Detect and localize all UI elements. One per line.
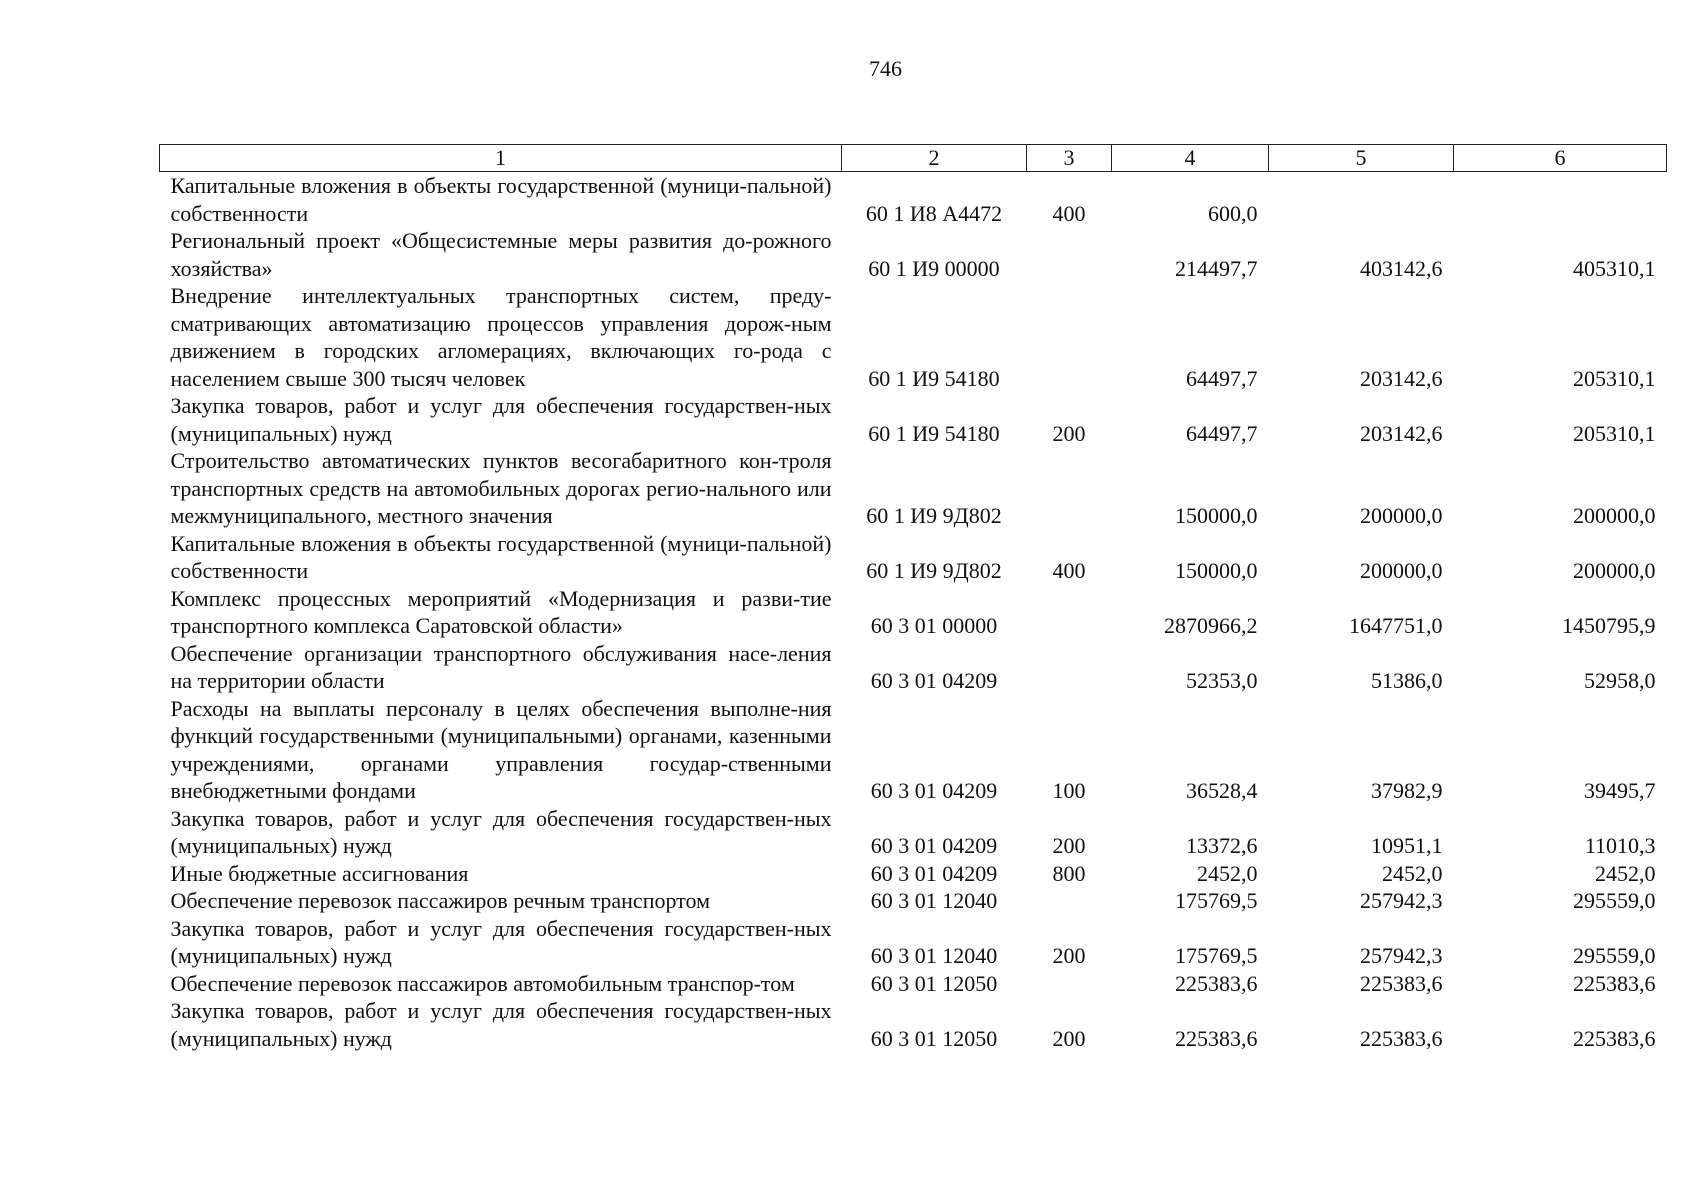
- row-expense-type: 400: [1052, 200, 1086, 226]
- header-row: [160, 145, 1667, 172]
- table-row: [160, 585, 1667, 640]
- row-value-col5: 225383,6: [1360, 970, 1443, 996]
- table-row: [160, 887, 1667, 915]
- row-name: Обеспечение перевозок пассажиров речным транспортом: [170, 888, 711, 913]
- row-value-col6: 1450795,9: [1562, 613, 1656, 638]
- row-value-col4: 225383,6: [1175, 1025, 1258, 1051]
- row-value-col5: 203142,6: [1360, 365, 1443, 391]
- table-row: [160, 530, 1667, 585]
- row-expense-type: [1027, 585, 1112, 640]
- row-code: 60 1 И9 9Д802: [866, 558, 1002, 583]
- row-expense-type: [1027, 887, 1112, 915]
- column-header-5: 5: [1269, 145, 1454, 172]
- table-row: [160, 805, 1667, 860]
- row-code: 60 3 01 12040: [870, 943, 998, 968]
- row-name: Региональный проект «Общесистемные меры развития до-рожного хозяйства»: [170, 228, 832, 281]
- row-expense-type: 200: [1052, 1025, 1086, 1051]
- row-name: Закупка товаров, работ и услуг для обеспечения государствен-ных (муниципальных) нужд: [170, 393, 832, 446]
- row-value-col6: [1454, 172, 1667, 228]
- row-code: 60 3 01 12050: [870, 970, 998, 996]
- table-row: [160, 172, 1667, 228]
- row-name: Капитальные вложения в объекты государственной (муници-пальной) собственности: [170, 530, 832, 583]
- row-expense-type: [1027, 282, 1112, 392]
- row-value-col5: 2452,0: [1382, 860, 1443, 886]
- row-name: Комплекс процессных мероприятий «Модернизация и разви-тие транспортного комплекса Саратовской области»: [170, 585, 832, 638]
- row-name: Закупка товаров, работ и услуг для обеспечения государствен-ных (муниципальных) нужд: [170, 915, 832, 968]
- row-code: 60 3 01 00000: [870, 613, 998, 638]
- row-value-col6: 405310,1: [1573, 255, 1656, 281]
- row-value-col6: 205310,1: [1573, 420, 1656, 446]
- row-name: Закупка товаров, работ и услуг для обеспечения государствен-ных (муниципальных) нужд: [170, 998, 832, 1051]
- row-value-col6: 200000,0: [1573, 503, 1656, 528]
- row-name: Обеспечение организации транспортного обслуживания насе-ления на территории области: [170, 640, 832, 693]
- row-value-col5: 403142,6: [1360, 255, 1443, 281]
- table-row: [160, 227, 1667, 282]
- column-header-3: 3: [1027, 145, 1112, 172]
- row-expense-type: [1027, 447, 1112, 530]
- row-expense-type: 400: [1052, 558, 1086, 583]
- row-value-col4: 214497,7: [1175, 255, 1258, 281]
- row-value-col6: 295559,0: [1573, 888, 1656, 913]
- row-value-col6: 225383,6: [1573, 1025, 1656, 1051]
- row-value-col4: 150000,0: [1175, 558, 1258, 583]
- row-value-col4: 64497,7: [1186, 365, 1258, 391]
- table-header: [160, 145, 1667, 172]
- row-value-col6: 225383,6: [1573, 970, 1656, 996]
- row-code: 60 1 И9 54180: [868, 365, 1000, 391]
- table-row: [160, 447, 1667, 530]
- row-name: Расходы на выплаты персоналу в целях обеспечения выполне-ния функций государственными (муниципальными) органами, казенными учреждениями, органами управления государ-ственными внебюджетными фондами: [170, 695, 832, 803]
- row-value-col6: 52958,0: [1584, 668, 1656, 693]
- row-value-col4: 36528,4: [1186, 778, 1258, 803]
- row-value-col4: 600,0: [1208, 200, 1258, 226]
- row-value-col5: 10951,1: [1371, 833, 1443, 858]
- row-value-col4: 64497,7: [1186, 420, 1258, 446]
- row-value-col4: 2452,0: [1197, 860, 1258, 886]
- row-value-col5: 257942,3: [1360, 888, 1443, 913]
- row-name: Капитальные вложения в объекты государственной (муници-пальной) собственности: [170, 173, 832, 226]
- row-value-col4: 52353,0: [1186, 668, 1258, 693]
- table-row: [160, 392, 1667, 447]
- budget-table: [159, 144, 1667, 1052]
- row-expense-type: [1027, 640, 1112, 695]
- row-value-col6: 200000,0: [1573, 558, 1656, 583]
- row-expense-type: 200: [1052, 943, 1086, 968]
- row-value-col6: 295559,0: [1573, 943, 1656, 968]
- row-expense-type: 200: [1052, 833, 1086, 858]
- column-header-4: 4: [1112, 145, 1269, 172]
- row-name: Закупка товаров, работ и услуг для обеспечения государствен-ных (муниципальных) нужд: [170, 805, 832, 858]
- row-value-col5: 203142,6: [1360, 420, 1443, 446]
- row-value-col5: 257942,3: [1360, 943, 1443, 968]
- table-row: [160, 970, 1667, 998]
- row-expense-type: [1027, 227, 1112, 282]
- column-header-1: 1: [160, 145, 842, 172]
- table-row: [160, 282, 1667, 392]
- row-value-col5: [1269, 172, 1454, 228]
- row-code: 60 1 И9 54180: [868, 420, 1000, 446]
- row-value-col4: 175769,5: [1175, 888, 1258, 913]
- row-expense-type: 200: [1052, 420, 1086, 446]
- row-code: 60 1 И8 А4472: [865, 200, 1003, 226]
- row-code: 60 3 01 12040: [870, 888, 998, 913]
- row-code: 60 1 И9 00000: [868, 255, 1000, 281]
- row-code: 60 3 01 12050: [870, 1025, 998, 1051]
- row-expense-type: 800: [1052, 860, 1086, 886]
- row-value-col5: 200000,0: [1360, 558, 1443, 583]
- row-code: 60 3 01 04209: [870, 778, 998, 803]
- table-row: [160, 640, 1667, 695]
- row-name: Обеспечение перевозок пассажиров автомобильным транспор-том: [170, 970, 795, 996]
- row-name: Иные бюджетные ассигнования: [170, 860, 469, 886]
- row-value-col4: 175769,5: [1175, 943, 1258, 968]
- table-row: [160, 860, 1667, 888]
- row-code: 60 3 01 04209: [870, 860, 998, 886]
- row-value-col4: 13372,6: [1186, 833, 1258, 858]
- row-code: 60 3 01 04209: [870, 668, 998, 693]
- row-code: 60 1 И9 9Д802: [866, 503, 1002, 528]
- table-row: [160, 997, 1667, 1052]
- row-value-col6: 2452,0: [1595, 860, 1656, 886]
- row-value-col5: 225383,6: [1360, 1025, 1443, 1051]
- row-value-col6: 205310,1: [1573, 365, 1656, 391]
- row-value-col5: 200000,0: [1360, 503, 1443, 528]
- table-row: [160, 915, 1667, 970]
- row-code: 60 3 01 04209: [870, 833, 998, 858]
- row-value-col4: 150000,0: [1175, 503, 1258, 528]
- row-name: Внедрение интеллектуальных транспортных систем, преду-сматривающих автоматизацию процессов управления дорож-ным движением в городских агломерациях, включающих го-рода с населением свыше 300 тысяч человек: [170, 283, 832, 391]
- row-name: Строительство автоматических пунктов весогабаритного кон-троля транспортных средств на автомобильных дорогах регио-нального или межмуниципального, местного значения: [170, 448, 832, 528]
- row-value-col5: 1647751,0: [1349, 613, 1443, 638]
- row-expense-type: [1027, 970, 1112, 998]
- table-body: [160, 172, 1667, 1053]
- row-expense-type: 100: [1052, 778, 1086, 803]
- column-header-6: 6: [1454, 145, 1667, 172]
- row-value-col6: 11010,3: [1584, 833, 1656, 858]
- table-row: [160, 695, 1667, 805]
- column-header-2: 2: [842, 145, 1027, 172]
- page-number: 746: [869, 56, 902, 81]
- row-value-col6: 39495,7: [1584, 778, 1656, 803]
- row-value-col5: 51386,0: [1371, 668, 1443, 693]
- row-value-col5: 37982,9: [1371, 778, 1443, 803]
- row-value-col4: 2870966,2: [1164, 613, 1258, 638]
- row-value-col4: 225383,6: [1175, 970, 1258, 996]
